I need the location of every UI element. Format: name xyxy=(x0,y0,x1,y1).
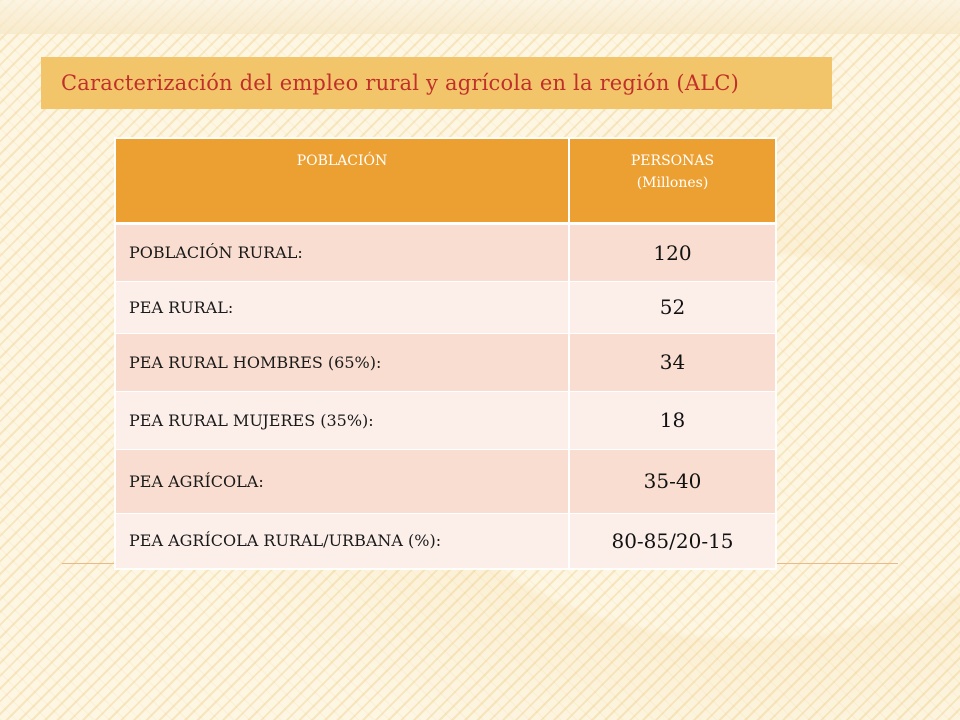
row-value: 120 xyxy=(569,223,775,281)
row-label: PEA AGRÍCOLA: xyxy=(116,449,569,513)
table-row xyxy=(116,333,775,391)
table-row xyxy=(116,513,775,568)
row-value: 35-40 xyxy=(569,449,775,513)
table-row xyxy=(116,223,775,281)
row-label: PEA RURAL: xyxy=(116,281,569,333)
row-label: PEA AGRÍCOLA RURAL/URBANA (%): xyxy=(116,513,569,568)
table-row xyxy=(116,391,775,449)
row-value: 34 xyxy=(569,333,775,391)
row-value: 52 xyxy=(569,281,775,333)
header-personas-unit: (Millones) xyxy=(636,174,709,191)
top-decor-band xyxy=(0,0,960,34)
title-banner xyxy=(41,57,832,109)
row-value: 80-85/20-15 xyxy=(569,513,775,568)
row-label: PEA RURAL HOMBRES (65%): xyxy=(116,333,569,391)
row-label: POBLACIÓN RURAL: xyxy=(116,223,569,281)
employment-table xyxy=(116,139,775,568)
header-personas-label: PERSONAS xyxy=(630,153,715,169)
row-value: 18 xyxy=(569,391,775,449)
header-poblacion-label: POBLACIÓN xyxy=(296,153,388,169)
header-personas xyxy=(569,139,775,223)
slide-title: Caracterización del empleo rural y agrícola en la región (ALC) xyxy=(61,71,740,95)
header-poblacion xyxy=(116,139,569,223)
table-row xyxy=(116,449,775,513)
table-row xyxy=(116,281,775,333)
table-header-row xyxy=(116,139,775,223)
row-label: PEA RURAL MUJERES (35%): xyxy=(116,391,569,449)
